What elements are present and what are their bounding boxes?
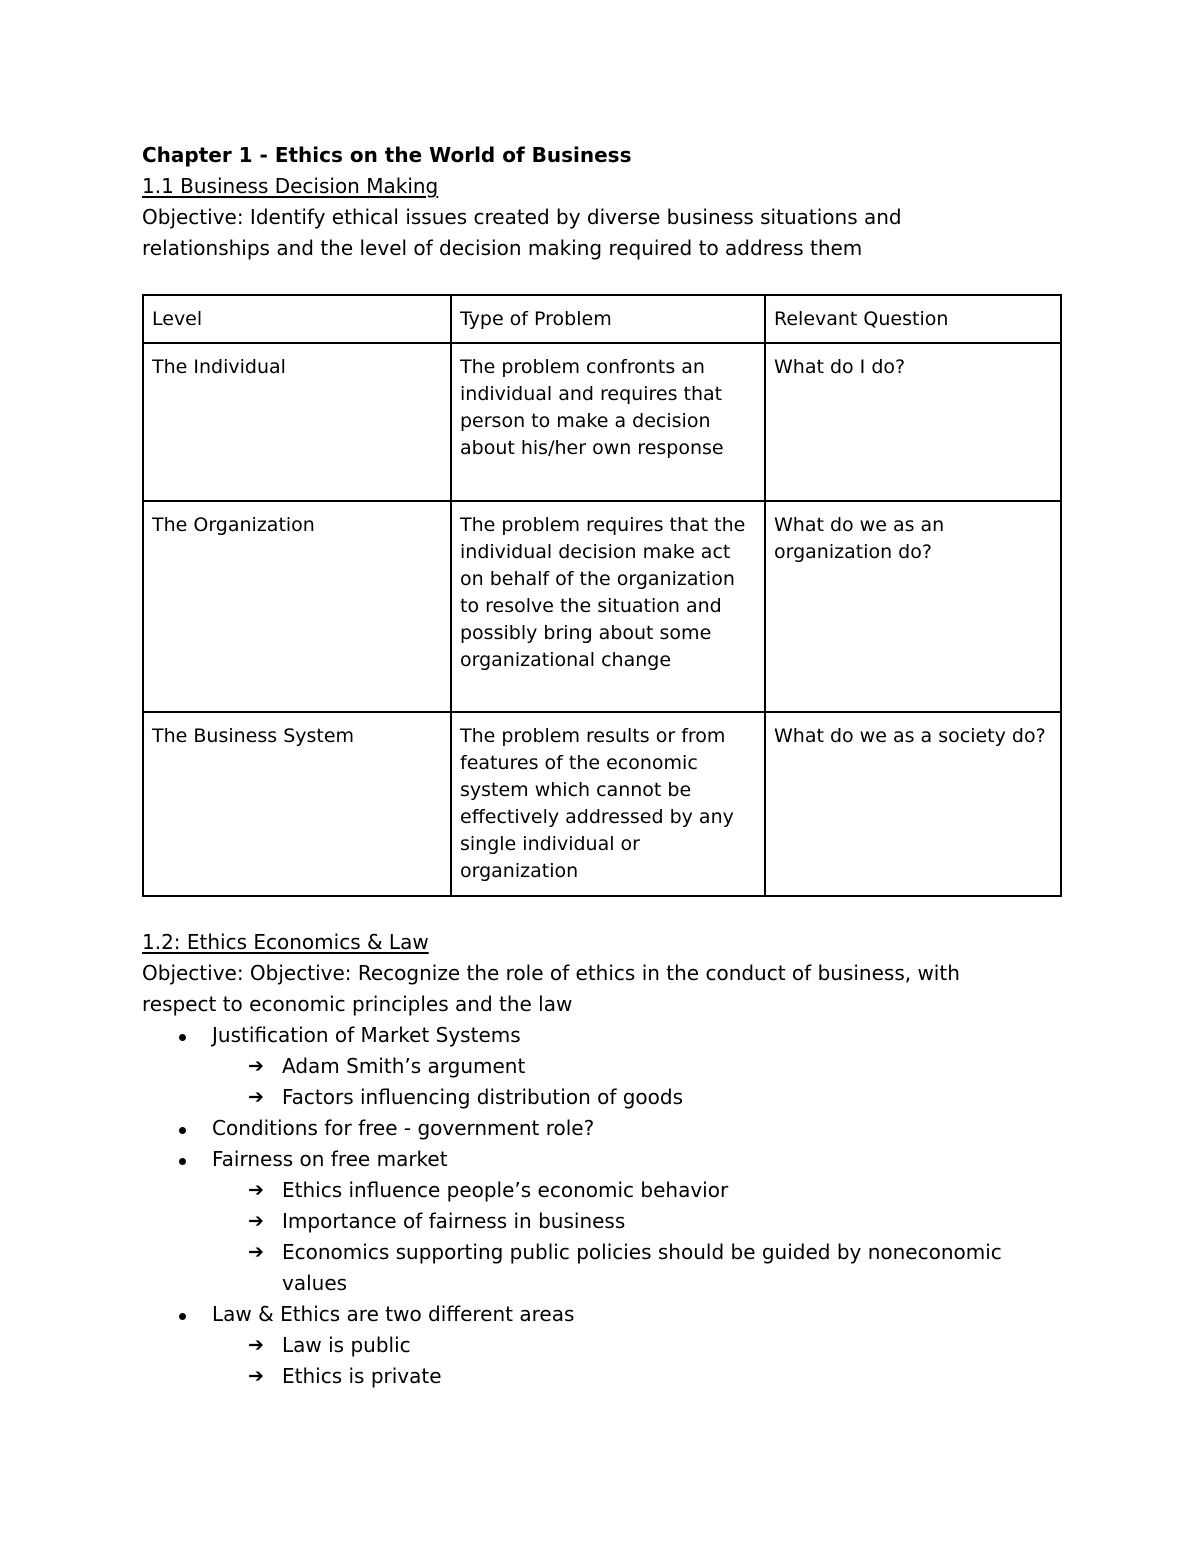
level-cell: The Business System [143,712,451,896]
sub-list-item-text: Ethics influence people’s economic behavior [282,1178,729,1202]
sub-list-item-text: Economics supporting public policies should be guided by noneconomic values [282,1240,1002,1295]
section-2 [142,927,1062,1392]
table-row [143,712,1061,896]
arrow-right-icon: ➔ [248,1210,264,1232]
sub-list [212,1175,1062,1299]
header-cell-type-of-problem: Type of Problem [451,295,765,343]
section-2-heading: 1.2: Ethics Economics & Law [142,930,429,954]
list-item [142,1113,1062,1144]
arrow-right-icon: ➔ [248,1179,264,1201]
list-item [142,1020,1062,1113]
sub-list-item [212,1082,1042,1113]
table-row [143,343,1061,501]
section-1-objective: Objective: Identify ethical issues created by diverse business situations and relationships and the level of decision making required to address them [142,205,902,260]
problem-cell: The problem requires that the individual decision make act on behalf of the organization to resolve the situation and possibly bring about some organizational change [451,501,765,712]
sub-list-item [212,1051,1042,1082]
sub-list-item [212,1206,1042,1237]
document-content [142,140,1062,1392]
sub-list-item-text: Factors influencing distribution of goods [282,1085,684,1109]
level-cell: The Individual [143,343,451,501]
list-item [142,1144,1062,1299]
list-item-text: Fairness on free market [212,1147,448,1171]
chapter-title: Chapter 1 - Ethics on the World of Business [142,143,632,167]
sub-list-item [212,1237,1042,1299]
problem-cell: The problem confronts an individual and requires that person to make a decision about his/her own response [451,343,765,501]
arrow-right-icon: ➔ [248,1241,264,1263]
sub-list-item-text: Importance of fairness in business [282,1209,626,1233]
list-item-text: Law & Ethics are two different areas [212,1302,575,1326]
header-cell-level: Level [143,295,451,343]
level-cell: The Organization [143,501,451,712]
list-item-text: Conditions for free - government role? [212,1116,595,1140]
arrow-right-icon: ➔ [248,1086,264,1108]
arrow-right-icon: ➔ [248,1334,264,1356]
table-row [143,501,1061,712]
table-header-row [143,295,1061,343]
sub-list-item [212,1361,1042,1392]
sub-list-item-text: Adam Smith’s argument [282,1054,526,1078]
problem-cell: The problem results or from features of the economic system which cannot be effectively addressed by any single individual or organization [451,712,765,896]
section-2-objective: Objective: Objective: Recognize the role of ethics in the conduct of business, with respect to economic principles and the law [142,961,960,1016]
list-item [142,1299,1062,1392]
question-cell: What do I do? [765,343,1061,501]
sub-list [212,1051,1062,1113]
question-cell: What do we as a society do? [765,712,1061,896]
header-cell-relevant-question: Relevant Question [765,295,1061,343]
sub-list-item-text: Law is public [282,1333,411,1357]
sub-list-item-text: Ethics is private [282,1364,442,1388]
question-cell: What do we as an organization do? [765,501,1061,712]
list-item-text: Justification of Market Systems [212,1023,521,1047]
sub-list-item [212,1175,1042,1206]
sub-list [212,1330,1062,1392]
decision-levels-table [142,294,1062,897]
section-1-heading: 1.1 Business Decision Making [142,174,439,198]
bullet-list [142,1020,1062,1392]
sub-list-item [212,1330,1042,1361]
arrow-right-icon: ➔ [248,1055,264,1077]
arrow-right-icon: ➔ [248,1365,264,1387]
